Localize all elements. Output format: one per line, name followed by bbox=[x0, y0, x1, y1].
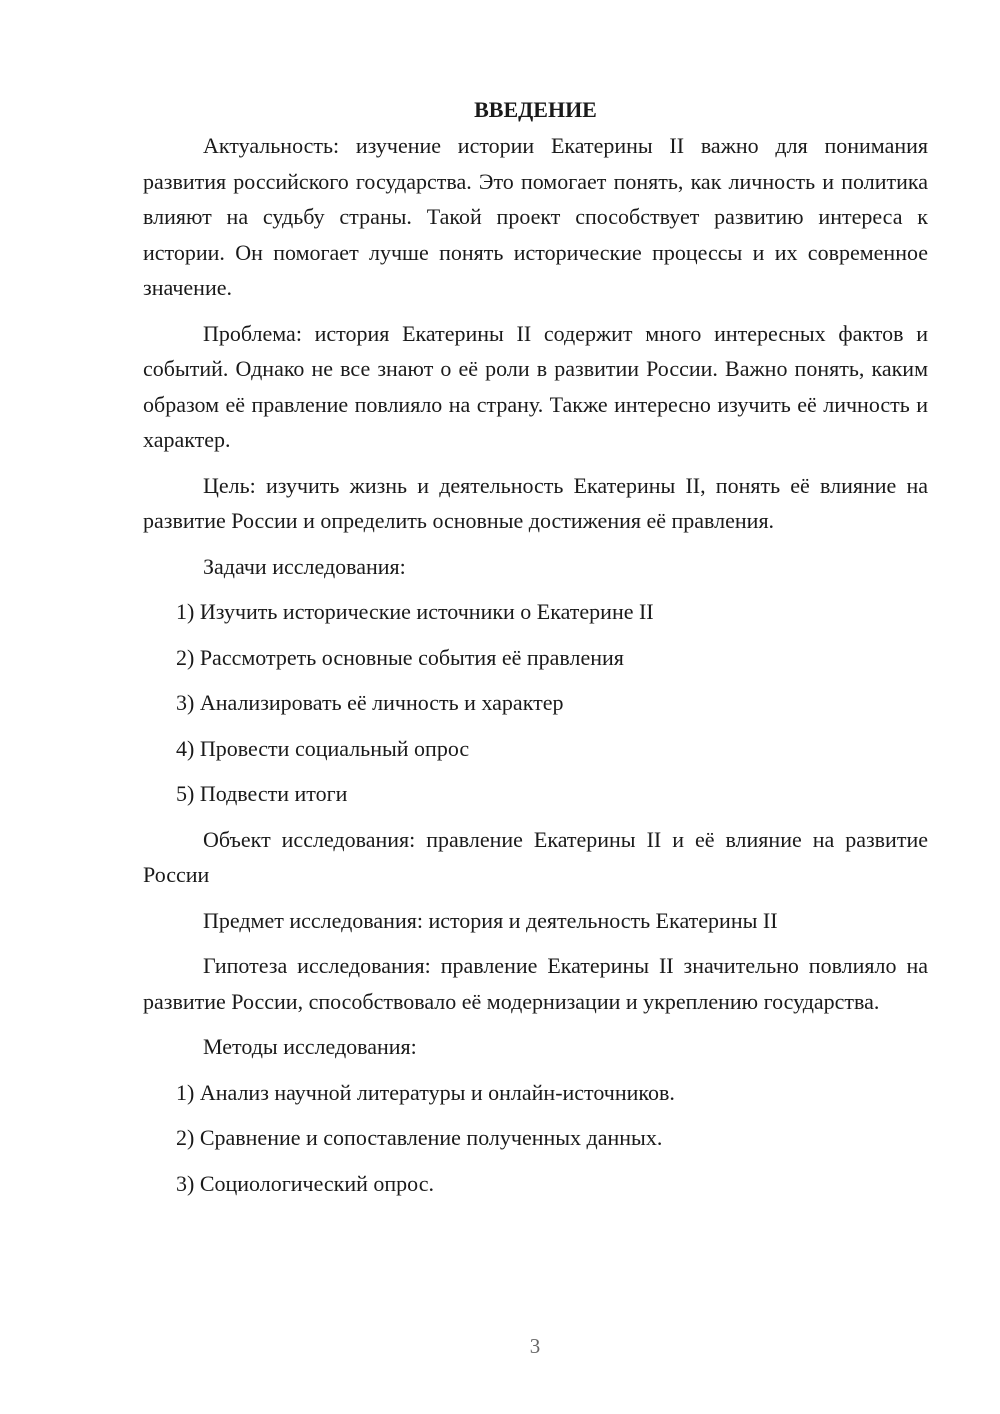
method-item: 3) Социологический опрос. bbox=[176, 1170, 434, 1196]
goal-paragraph: Цель: изучить жизнь и деятельность Екатерины II, понять её влияние на развитие России и определить основные достижения её правления. bbox=[143, 472, 928, 533]
page-number: 3 bbox=[529, 1334, 541, 1358]
page-content bbox=[143, 92, 928, 1211]
method-item: 1) Анализ научной литературы и онлайн-источников. bbox=[176, 1079, 675, 1105]
task-item: 5) Подвести итоги bbox=[176, 781, 348, 806]
problem-paragraph: Проблема: история Екатерины II содержит много интересных фактов и событий. Однако не все знают о её роли в развитии России. Важно понять, каким образом её правление повлияло на страну. Также интересно изучить её личность и характер. bbox=[143, 320, 928, 452]
method-item: 2) Сравнение и сопоставление полученных данных. bbox=[176, 1125, 663, 1150]
task-item: 2) Рассмотреть основные события её правления bbox=[176, 644, 624, 670]
methods-heading: Методы исследования: bbox=[203, 1034, 417, 1059]
subject-paragraph: Предмет исследования: история и деятельность Екатерины II bbox=[203, 907, 778, 933]
task-item: 1) Изучить исторические источники о Екатерине II bbox=[176, 599, 654, 624]
relevance-paragraph: Актуальность: изучение истории Екатерины II важно для понимания развития российского государства. Это помогает понять, как личность и политика влияют на судьбу страны. Такой проект способствует развитию интереса к истории. Он помогает лучше понять исторические процессы и их современное значение. bbox=[143, 133, 928, 300]
tasks-heading: Задачи исследования: bbox=[203, 553, 406, 579]
task-item: 4) Провести социальный опрос bbox=[176, 735, 470, 761]
hypothesis-paragraph: Гипотеза исследования: правление Екатерины II значительно повлияло на развитие России, способствовало её модернизации и укреплению государства. bbox=[143, 953, 928, 1014]
section-title: ВВЕДЕНИЕ bbox=[474, 97, 597, 122]
task-item: 3) Анализировать её личность и характер bbox=[176, 690, 564, 715]
object-paragraph: Объект исследования: правление Екатерины II и её влияние на развитие России bbox=[143, 826, 928, 887]
